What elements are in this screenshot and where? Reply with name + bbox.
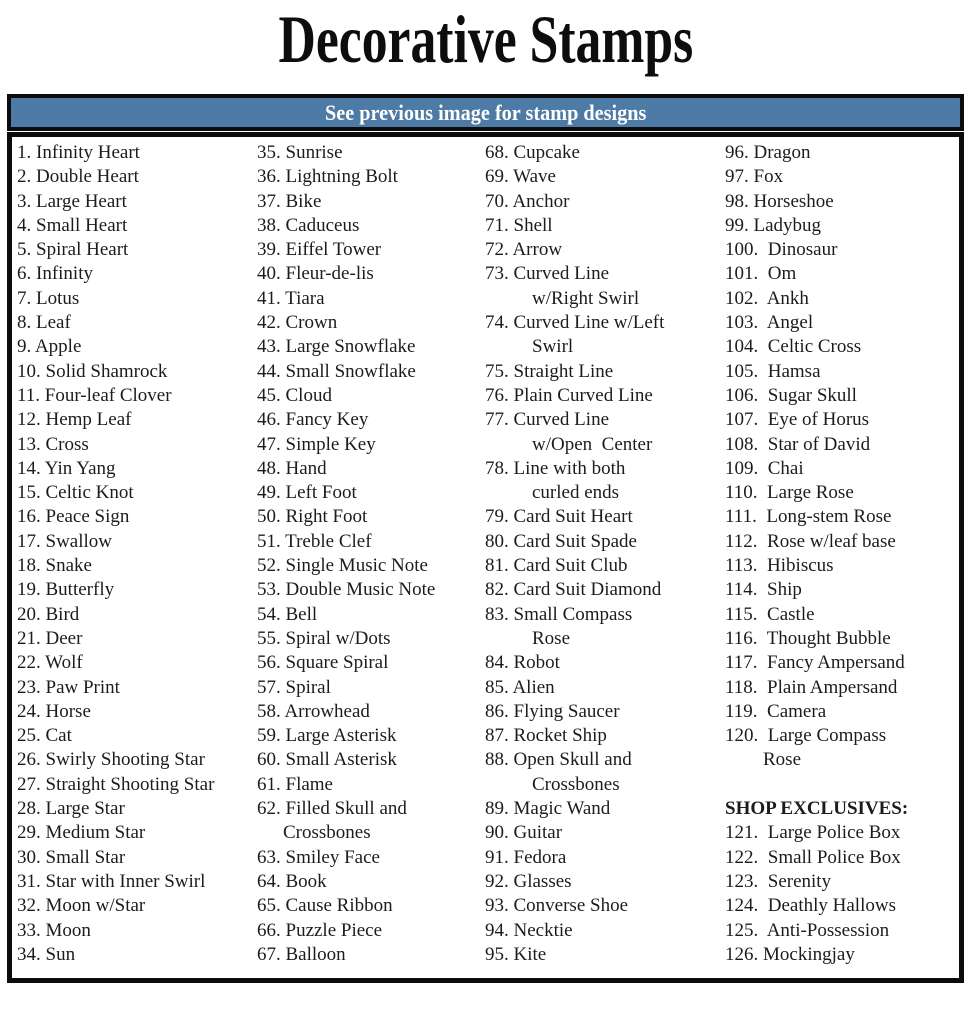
list-item-line: 38. Caduceus — [257, 214, 360, 236]
list-item — [725, 700, 959, 724]
list-item — [17, 262, 257, 286]
list-item — [485, 311, 725, 360]
list-item-line: 21. Deer — [17, 627, 83, 649]
list-item — [485, 554, 725, 578]
list-item — [17, 578, 257, 602]
list-item — [17, 797, 257, 821]
list-item-line: 24. Horse — [17, 700, 91, 722]
list-item — [485, 384, 725, 408]
list-item-line: 124. Deathly Hallows — [725, 895, 896, 917]
list-item-line: 126. Mockingjay — [725, 943, 855, 965]
list-item-line: 18. Snake — [17, 555, 92, 577]
list-item-line: 4. Small Heart — [17, 214, 128, 236]
list-item — [257, 287, 485, 311]
list-item — [257, 846, 485, 870]
list-item-line: 97. Fox — [725, 166, 784, 188]
list-item — [257, 919, 485, 943]
list-item-line: 7. Lotus — [17, 287, 80, 309]
list-item-line: 41. Tiara — [257, 287, 325, 309]
list-item — [485, 797, 725, 821]
list-item-line: 86. Flying Saucer — [485, 700, 620, 722]
list-item — [17, 773, 257, 797]
column-spacer — [725, 773, 959, 797]
list-item-line: 16. Peace Sign — [17, 506, 130, 528]
list-item — [485, 530, 725, 554]
list-item-line: 113. Hibiscus — [725, 555, 834, 577]
list-item — [17, 141, 257, 165]
list-item-continuation: w/Right Swirl — [532, 287, 640, 309]
list-item-line: 66. Puzzle Piece — [257, 919, 383, 941]
list-item — [257, 797, 485, 846]
list-item-line: 106. Sugar Skull — [725, 384, 857, 406]
list-item — [725, 165, 959, 189]
list-item-line: 32. Moon w/Star — [17, 895, 146, 917]
list-item-line: 54. Bell — [257, 603, 318, 625]
list-item-line: 104. Celtic Cross — [725, 336, 862, 358]
list-item-line: 72. Arrow — [485, 239, 563, 261]
list-item-line: 43. Large Snowflake — [257, 336, 416, 358]
list-item-line: 109. Chai — [725, 457, 804, 479]
list-item — [725, 190, 959, 214]
list-item-line: 103. Angel — [725, 312, 814, 334]
list-item — [485, 894, 725, 918]
list-item-line: 98. Horseshoe — [725, 190, 834, 212]
list-item-line: 93. Converse Shoe — [485, 895, 629, 917]
list-item — [257, 894, 485, 918]
list-item-line: 107. Eye of Horus — [725, 409, 870, 431]
list-item — [257, 748, 485, 772]
list-item — [485, 578, 725, 602]
list-item-line: 65. Cause Ribbon — [257, 895, 393, 917]
list-item-line: 115. Castle — [725, 603, 815, 625]
list-item — [17, 384, 257, 408]
list-item — [17, 214, 257, 238]
list-item-line: 84. Robot — [485, 652, 560, 674]
list-item — [485, 603, 725, 652]
list-item — [725, 821, 959, 845]
list-item-line: 39. Eiffel Tower — [257, 239, 382, 261]
list-item — [725, 870, 959, 894]
list-item-line: 121. Large Police Box — [725, 822, 901, 844]
list-item-line: 9. Apple — [17, 336, 82, 358]
list-item-line: 13. Cross — [17, 433, 89, 455]
list-item-line: 110. Large Rose — [725, 482, 854, 504]
list-item — [725, 384, 959, 408]
list-item — [17, 311, 257, 335]
list-item — [725, 651, 959, 675]
list-item — [485, 651, 725, 675]
list-item-line: 27. Straight Shooting Star — [17, 773, 215, 795]
list-item-continuation: Crossbones — [532, 773, 620, 795]
list-item — [257, 870, 485, 894]
list-item — [725, 894, 959, 918]
list-item-line: 29. Medium Star — [17, 822, 146, 844]
list-item — [257, 214, 485, 238]
list-item — [485, 214, 725, 238]
list-item-line: 119. Camera — [725, 700, 827, 722]
list-item — [485, 262, 725, 311]
list-item — [725, 335, 959, 359]
list-item — [257, 700, 485, 724]
list-item — [485, 748, 725, 797]
list-item — [17, 846, 257, 870]
list-item-line: 26. Swirly Shooting Star — [17, 749, 205, 771]
list-item-line: 91. Fedora — [485, 846, 567, 868]
list-item — [725, 676, 959, 700]
list-item — [485, 943, 725, 967]
list-item-line: 112. Rose w/leaf base — [725, 530, 896, 552]
list-item — [17, 165, 257, 189]
list-item — [725, 530, 959, 554]
list-item-line: 105. Hamsa — [725, 360, 821, 382]
list-item-line: 73. Curved Line — [485, 263, 610, 285]
list-item — [725, 627, 959, 651]
list-item-line: 10. Solid Shamrock — [17, 360, 168, 382]
list-item-line: 47. Simple Key — [257, 433, 376, 455]
list-item-line: 101. Om — [725, 263, 797, 285]
list-item-continuation: Swirl — [532, 336, 574, 358]
list-item-line: 33. Moon — [17, 919, 91, 941]
list-item — [17, 481, 257, 505]
list-item-line: 2. Double Heart — [17, 166, 139, 188]
list-item — [17, 943, 257, 967]
list-item — [725, 603, 959, 627]
list-item — [17, 505, 257, 529]
list-item-line: 74. Curved Line w/Left — [485, 312, 665, 334]
list-item-line: 125. Anti-Possession — [725, 919, 890, 941]
list-item — [17, 627, 257, 651]
list-item-line: 14. Yin Yang — [17, 457, 116, 479]
list-item-line: 61. Flame — [257, 773, 333, 795]
list-item-line: 5. Spiral Heart — [17, 239, 129, 261]
page-title: Decorative Stamps — [278, 1, 693, 77]
list-item-line: 53. Double Music Note — [257, 579, 436, 601]
list-item-line: 96. Dragon — [725, 142, 811, 163]
list-item-line: 3. Large Heart — [17, 190, 127, 212]
list-item — [725, 408, 959, 432]
list-item — [257, 627, 485, 651]
list-item-line: 35. Sunrise — [257, 142, 343, 163]
list-item-line: 69. Wave — [485, 166, 556, 188]
list-item — [725, 481, 959, 505]
list-item — [17, 919, 257, 943]
list-item — [257, 165, 485, 189]
list-item-line: 44. Small Snowflake — [257, 360, 416, 382]
stamp-column-4 — [725, 141, 959, 967]
list-item — [485, 190, 725, 214]
list-item-line: 89. Magic Wand — [485, 798, 611, 820]
list-item — [725, 554, 959, 578]
list-item — [257, 238, 485, 262]
list-item — [725, 943, 959, 967]
list-item — [257, 384, 485, 408]
list-item — [725, 311, 959, 335]
list-item — [257, 603, 485, 627]
list-item — [725, 360, 959, 384]
list-item — [17, 360, 257, 384]
list-item-line: 123. Serenity — [725, 870, 832, 892]
list-item-line: 67. Balloon — [257, 943, 346, 965]
list-item — [485, 846, 725, 870]
list-item-line: 88. Open Skull and — [485, 749, 632, 771]
list-item — [257, 651, 485, 675]
list-item — [485, 505, 725, 529]
list-item-continuation: Rose — [763, 749, 801, 771]
banner — [7, 94, 964, 131]
list-item-line: 90. Guitar — [485, 822, 563, 844]
list-item — [485, 141, 725, 165]
list-item-line: 60. Small Asterisk — [257, 749, 397, 771]
list-item — [257, 433, 485, 457]
list-item — [485, 676, 725, 700]
list-item-line: 99. Ladybug — [725, 214, 822, 236]
section-header: SHOP EXCLUSIVES: — [725, 798, 909, 820]
list-item-line: 87. Rocket Ship — [485, 725, 607, 747]
list-item-line: 120. Large Compass — [725, 725, 887, 747]
list-item-line: 118. Plain Ampersand — [725, 676, 898, 698]
list-item-line: 108. Star of David — [725, 433, 871, 455]
list-item-line: 11. Four-leaf Clover — [17, 384, 172, 406]
list-item-line: 71. Shell — [485, 214, 553, 236]
list-item-line: 78. Line with both — [485, 457, 626, 479]
list-item — [725, 457, 959, 481]
list-item-line: 68. Cupcake — [485, 142, 580, 163]
list-item-line: 56. Square Spiral — [257, 652, 389, 674]
list-item-line: 12. Hemp Leaf — [17, 409, 132, 431]
list-item — [485, 919, 725, 943]
list-item-line: 57. Spiral — [257, 676, 331, 698]
list-item-line: 1. Infinity Heart — [17, 142, 140, 163]
list-item — [485, 457, 725, 506]
list-item — [257, 554, 485, 578]
list-item-line: 40. Fleur-de-lis — [257, 263, 374, 285]
list-item — [257, 190, 485, 214]
list-item-line: 25. Cat — [17, 725, 72, 747]
list-item — [17, 894, 257, 918]
list-item-continuation: curled ends — [532, 482, 620, 504]
list-item-line: 70. Anchor — [485, 190, 570, 212]
list-item-line: 102. Ankh — [725, 287, 809, 309]
list-item-line: 6. Infinity — [17, 263, 93, 285]
list-item — [17, 748, 257, 772]
list-item — [725, 846, 959, 870]
list-item-line: 85. Alien — [485, 676, 555, 698]
list-item — [17, 287, 257, 311]
list-item — [725, 578, 959, 602]
list-item-line: 58. Arrowhead — [257, 700, 370, 722]
list-item — [17, 700, 257, 724]
list-item — [485, 165, 725, 189]
list-item — [485, 724, 725, 748]
list-item-line: 49. Left Foot — [257, 482, 357, 504]
list-item-line: 22. Wolf — [17, 652, 83, 674]
list-item — [17, 676, 257, 700]
list-item-line: 79. Card Suit Heart — [485, 506, 633, 528]
list-item-line: 48. Hand — [257, 457, 327, 479]
list-item — [17, 335, 257, 359]
list-item-line: 114. Ship — [725, 579, 802, 601]
list-item — [257, 457, 485, 481]
list-item-line: 75. Straight Line — [485, 360, 614, 382]
list-item — [725, 287, 959, 311]
list-item — [725, 505, 959, 529]
list-item-line: 95. Kite — [485, 943, 547, 965]
list-item-line: 30. Small Star — [17, 846, 126, 868]
list-item-line: 28. Large Star — [17, 798, 125, 820]
list-item — [257, 262, 485, 286]
list-item — [257, 676, 485, 700]
list-item-line: 51. Treble Clef — [257, 530, 372, 552]
list-item-line: 15. Celtic Knot — [17, 482, 134, 504]
list-item-line: 64. Book — [257, 870, 327, 892]
list-item-line: 8. Leaf — [17, 312, 71, 334]
list-item — [17, 870, 257, 894]
list-item-line: 55. Spiral w/Dots — [257, 627, 391, 649]
list-item — [725, 724, 959, 773]
list-item-line: 63. Smiley Face — [257, 846, 380, 868]
stamp-column-3 — [485, 141, 725, 967]
list-item — [257, 481, 485, 505]
list-item — [17, 433, 257, 457]
list-item-line: 100. Dinosaur — [725, 239, 838, 261]
list-item — [17, 651, 257, 675]
list-item — [17, 190, 257, 214]
list-item — [485, 700, 725, 724]
list-item — [257, 360, 485, 384]
list-item — [17, 821, 257, 845]
list-item-line: 59. Large Asterisk — [257, 725, 397, 747]
list-item — [257, 505, 485, 529]
list-item — [485, 870, 725, 894]
list-item — [17, 554, 257, 578]
list-item — [725, 141, 959, 165]
list-item-line: 122. Small Police Box — [725, 846, 901, 868]
list-item-line: 45. Cloud — [257, 384, 332, 406]
list-item — [257, 578, 485, 602]
list-item-line: 20. Bird — [17, 603, 80, 625]
list-item — [17, 724, 257, 748]
list-item-line: 116. Thought Bubble — [725, 627, 891, 649]
list-item-line: 52. Single Music Note — [257, 555, 428, 577]
list-item — [257, 141, 485, 165]
list-item — [17, 530, 257, 554]
list-item — [257, 724, 485, 748]
stamp-list — [7, 132, 964, 983]
list-item-line: 42. Crown — [257, 312, 338, 334]
list-item-line: 17. Swallow — [17, 530, 112, 552]
stamp-column-1 — [17, 141, 257, 967]
list-item — [485, 238, 725, 262]
list-item — [485, 360, 725, 384]
list-item — [257, 530, 485, 554]
list-item — [485, 821, 725, 845]
list-item — [257, 311, 485, 335]
list-item — [257, 773, 485, 797]
list-item-line: 50. Right Foot — [257, 506, 368, 528]
list-item — [257, 408, 485, 432]
list-item-line: 81. Card Suit Club — [485, 555, 628, 577]
list-item — [17, 238, 257, 262]
list-item — [257, 943, 485, 967]
list-item-line: 77. Curved Line — [485, 409, 610, 431]
list-item-line: 80. Card Suit Spade — [485, 530, 637, 552]
list-item — [725, 919, 959, 943]
list-item-line: 36. Lightning Bolt — [257, 166, 398, 188]
list-item — [725, 214, 959, 238]
list-item-continuation: w/Open Center — [532, 433, 653, 455]
list-item — [257, 335, 485, 359]
banner-text: See previous image for stamp designs — [324, 99, 647, 125]
list-item-line: 34. Sun — [17, 943, 76, 965]
list-item-line: 76. Plain Curved Line — [485, 384, 653, 406]
list-item-line: 23. Paw Print — [17, 676, 120, 698]
list-item-line: 19. Butterfly — [17, 579, 115, 601]
list-item-continuation: Crossbones — [283, 822, 371, 844]
list-item — [725, 433, 959, 457]
list-item — [17, 603, 257, 627]
page-header — [0, 1, 971, 77]
list-item-continuation: Rose — [532, 627, 570, 649]
list-item-line: 31. Star with Inner Swirl — [17, 870, 206, 892]
list-item — [17, 408, 257, 432]
list-item-line: 62. Filled Skull and — [257, 798, 407, 820]
list-item-line: 117. Fancy Ampersand — [725, 652, 905, 674]
list-item-line: 92. Glasses — [485, 870, 572, 892]
list-item — [725, 238, 959, 262]
list-item-line: 94. Necktie — [485, 919, 573, 941]
list-item-line: 46. Fancy Key — [257, 409, 369, 431]
list-item-line: 37. Bike — [257, 190, 322, 212]
list-item — [725, 262, 959, 286]
list-item-line: 83. Small Compass — [485, 603, 633, 625]
stamp-column-2 — [257, 141, 485, 967]
list-item — [17, 457, 257, 481]
list-item — [485, 408, 725, 457]
list-item-line: 111. Long-stem Rose — [725, 506, 892, 528]
list-item-line: 82. Card Suit Diamond — [485, 579, 662, 601]
